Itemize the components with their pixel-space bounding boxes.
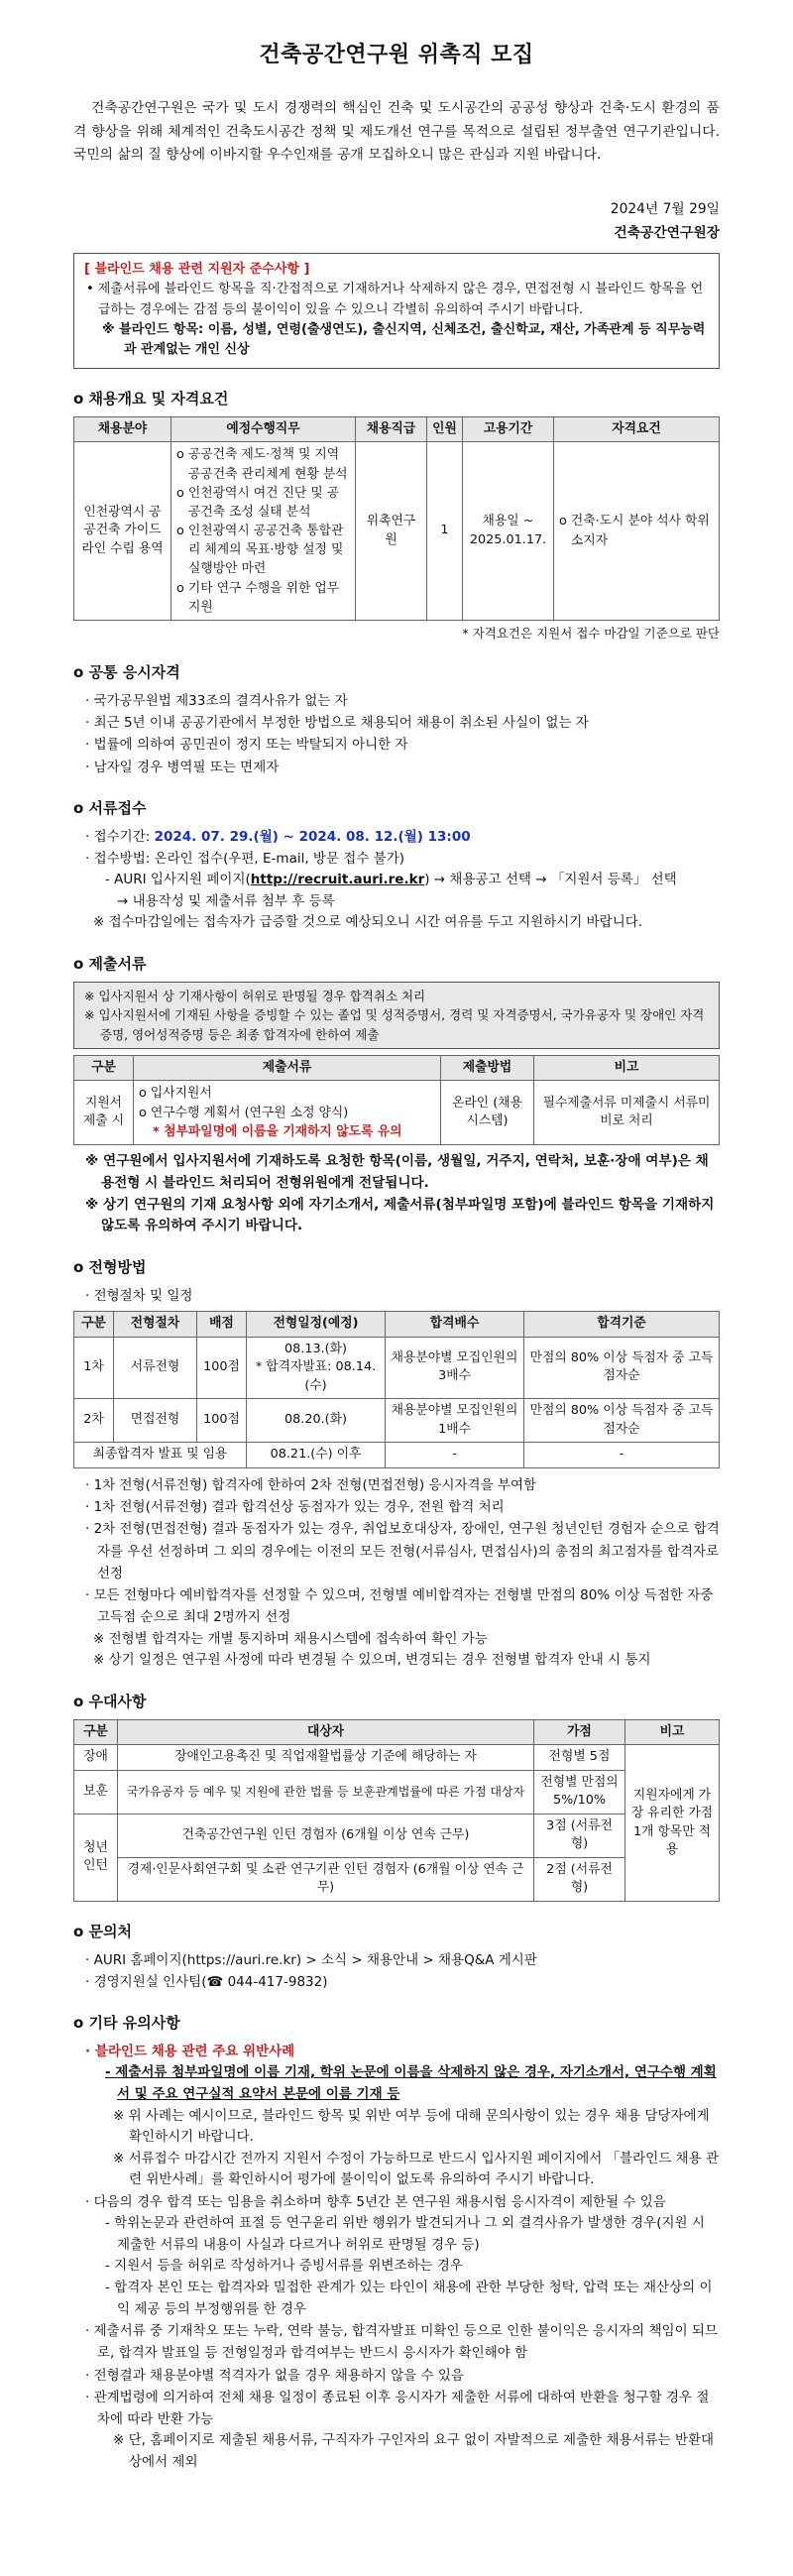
table-row <box>74 1814 720 1857</box>
table-header: 배점 <box>197 1312 247 1338</box>
table-header: 채용직급 <box>356 416 427 442</box>
target-cell: 국가유공자 등 예우 및 지원에 관한 법률 등 보훈관계법률에 따른 가점 대상자 <box>118 1770 534 1814</box>
points-cell: 2점 (서류전형) <box>534 1857 625 1901</box>
rank-cell: 위촉연구원 <box>356 442 427 621</box>
score-cell: 100점 <box>197 1337 247 1399</box>
list-item: · 제출서류 중 기재착오 또는 누락, 연락 불능, 합격자발표 미확인 등으로 인한 불이익은 응시자의 책임이 되므로, 합격자 발표일 등 전형일정과 합격여부는 반드시 응시자가 확인해야 함 <box>85 2323 719 2362</box>
selection-table <box>73 1311 720 1468</box>
blind-violation-note: ※ 서류접수 마감시간 전까지 지원서 수정이 가능하므로 반드시 입사지원 페이지에서 「블라인드 채용 관련 위반사례」를 확인하시어 평가에 불이익이 없도록 유의하여 주시기 바랍니다. <box>113 2150 719 2188</box>
duty-item: o 인천광역시 여건 진단 및 공공건축 조성 실태 분석 <box>176 485 340 520</box>
duty-item: o 기타 연구 수행을 위한 업무지원 <box>176 580 340 615</box>
criteria-cell: 만점의 80% 이상 득점자 중 고득점자순 <box>524 1337 720 1399</box>
table-header: 채용분야 <box>74 416 171 442</box>
table-row <box>74 1443 720 1468</box>
table-header: 인원 <box>427 416 463 442</box>
table-header-row <box>74 416 720 442</box>
cancel-item: - 합격자 본인 또는 합격자와 밀접한 관계가 있는 타인이 채용에 관한 부당한 청탁, 압력 또는 재산상의 이익 제공 등의 부정행위를 한 경우 <box>105 2279 713 2317</box>
section-heading-common-qualification: o 공통 응시자격 <box>73 663 180 682</box>
common-qualification-list <box>73 690 720 778</box>
table-header: 전형절차 <box>114 1312 197 1338</box>
list-item: · 남자일 경우 병역필 또는 면제자 <box>85 759 280 775</box>
page-title: 건축공간연구원 위촉직 모집 <box>259 43 534 67</box>
period-cell: 채용일 ~ 2025.01.17. <box>463 442 554 621</box>
date-cell <box>247 1399 386 1443</box>
notice-date: 2024년 7월 29일 <box>610 201 720 218</box>
blind-processing-note: ※ 연구원에서 입사지원서에 기재하도록 요청한 항목(이름, 생월일, 거주지, 연락처, 보훈·장애 여부)은 채용전형 시 블라인드 처리되어 전형위원에게 전달됩니다. <box>85 1153 709 1191</box>
table-header: 대상자 <box>118 1719 534 1745</box>
date-block <box>73 197 720 245</box>
notice-bullet: • 제출서류에 블라인드 항목을 직·간접적으로 기재하거나 삭제하지 않은 경우, 면접전형 시 블라인드 항목을 언급하는 경우에는 감점 등의 불이익이 있을 수 있으니 각별히 유의하여 주시기 바랍니다. <box>86 282 704 317</box>
selection-note: ※ 전형별 합격자는 개별 통지하며 채용시스템에 접속하여 확인 가능 <box>93 1630 488 1647</box>
multiple-cell: 채용분야별 모집인원의 3배수 <box>386 1337 524 1399</box>
intro-paragraph: 건축공간연구원은 국가 및 도시 경쟁력의 핵심인 건축 및 도시공간의 공공성 향상과 건축·도시 환경의 품격 향상을 위해 체계적인 건축도시공간 정책 및 제도개선 연구를 목적으로 설립된 정부출연 연구기관입니다. 국민의 삶의 질 향상에 이바지할 우수인재를 공개 모집하오니 많은 관심과 지원 바랍니다. <box>73 99 720 164</box>
table-row <box>74 1399 720 1443</box>
date-text: 08.20.(화) <box>283 1412 348 1428</box>
list-item: · 1차 전형(서류전형) 합격자에 한하여 2차 전형(면접전형) 응시자격을 부여함 <box>85 1476 537 1493</box>
duty-item: o 공공건축 제도·정책 및 지역 공공건축 관리체계 현황 분석 <box>176 447 348 482</box>
blind-caution-note: ※ 상기 연구원의 기재 요청사항 외에 자기소개서, 제출서류(첨부파일명 포함)에 블라인드 항목을 기재하지 않도록 유의하여 주시기 바랍니다. <box>85 1196 715 1234</box>
points-cell: 전형별 만점의 5%/10% <box>534 1770 625 1814</box>
table-header: 제출방법 <box>441 1055 534 1081</box>
list-item: · 국가공무원법 제33조의 결격사유가 없는 자 <box>85 692 348 709</box>
warning-item: ※ 입사지원서 상 기재사항이 허위로 판명될 경우 합격취소 처리 <box>84 988 426 1003</box>
selection-note: ※ 상기 일정은 연구원 사정에 따라 변경될 수 있으며, 변경되는 경우 전형별 합격자 안내 시 통지 <box>93 1652 651 1669</box>
table-row <box>74 1770 720 1814</box>
return-exception-note: ※ 단, 홈페이지로 제출된 채용서류, 구직자가 구인자의 요구 없이 자발적으로 제출한 채용서류는 반환대상에서 제외 <box>113 2432 715 2471</box>
cancel-item: - 학위논문과 관련하여 표절 등 연구윤리 위반 행위가 발견되거나 그 외 결격사유가 발생한 경우(지원 시 제출한 서류의 내용이 사실과 다르거나 허위로 판명될 경우 등) <box>105 2215 705 2253</box>
target-cell: 건축공간연구원 인턴 경험자 (6개월 이상 연속 근무) <box>118 1814 534 1857</box>
final-multiple-cell: - <box>386 1443 524 1468</box>
table-header: 가점 <box>534 1719 625 1745</box>
list-item: · 최근 5년 이내 공공기관에서 부정한 방법으로 채용되어 채용이 취소된 사실이 없는 자 <box>85 715 589 732</box>
list-item: · 2차 전형(면접전형) 결과 동점자가 있는 경우, 취업보호대상자, 장애인, 연구원 청년인턴 경험자 순으로 합격자를 우선 선정하며 그 외의 경우에는 이전의 모든 전형(서류심사, 면접심사)의 총점의 최고점자를 합격자로 선정 <box>85 1521 720 1581</box>
final-label-cell: 최종합격자 발표 및 임용 <box>74 1443 247 1468</box>
points-cell: 3점 (서류전형) <box>534 1814 625 1857</box>
step-text: - AURI 입사지원 페이지( <box>105 872 251 888</box>
final-criteria-cell: - <box>524 1443 720 1468</box>
step-cell: 서류전형 <box>114 1337 197 1399</box>
section-heading-other-notes: o 기타 유의사항 <box>73 2014 180 2033</box>
list-item: · 관계법령에 의거하여 전체 채용 일정이 종료된 이후 응시자가 제출한 서류에 대하여 반환을 청구할 경우 절차에 따라 반환 가능 <box>85 2389 710 2428</box>
headcount-cell: 1 <box>427 442 463 621</box>
table-header: 비고 <box>625 1719 720 1745</box>
application-period <box>73 826 720 848</box>
documents-table <box>73 1055 720 1145</box>
filename-warning: * 첨부파일명에 이름을 기재하지 않도록 유의 <box>153 1123 402 1139</box>
application-list <box>73 826 720 871</box>
application-period-value: 2024. 07. 29.(월) ~ 2024. 08. 12.(월) 13:00 <box>154 828 471 845</box>
duty-item: o 인천광역시 공공건축 통합관리 체계의 목표·방향 설정 및 실행방안 마련 <box>176 524 344 577</box>
table-header: 구분 <box>74 1312 114 1338</box>
list-item: · 모든 전형마다 예비합격자를 선정할 수 있으며, 전형별 예비합격자는 전형별 만점의 80% 이상 득점한 자중 고득점 순으로 최대 2명까지 선정 <box>85 1587 714 1626</box>
target-cell: 경제·인문사회연구회 및 소관 연구기관 인턴 경험자 (6개월 이상 연속 근무) <box>118 1857 534 1901</box>
table-header-row <box>74 1312 720 1338</box>
table-header: 합격기준 <box>524 1312 720 1338</box>
documents-cell <box>134 1081 441 1145</box>
cancel-list <box>73 2191 720 2213</box>
list-item: · 1차 전형(서류전형) 결과 합격선상 동점자가 있는 경우, 전원 합격 처리 <box>85 1499 505 1516</box>
contact-phone: · 경영지원실 인사팀(☎ 044-417-9832) <box>85 1974 328 1991</box>
blind-items-note: ※ 블라인드 항목: 이름, 성별, 연령(출생연도), 출신지역, 신체조건, 출신학교, 재산, 가족관계 등 직무능력과 관계없는 개인 신상 <box>102 321 706 357</box>
final-date-cell: 08.21.(수) 이후 <box>247 1443 386 1468</box>
documents-warning-box <box>73 982 720 1049</box>
stage-cell: 1차 <box>74 1337 114 1399</box>
submit-method-cell: 온라인 (채용시스템) <box>441 1081 534 1145</box>
preference-table <box>73 1719 720 1902</box>
step-cell: 면접전형 <box>114 1399 197 1443</box>
more-notes-list <box>73 2320 720 2430</box>
date-text: 08.13.(화) <box>283 1341 348 1356</box>
document-item: o 연구수행 계획서 (연구원 소정 양식) <box>139 1105 349 1120</box>
selection-sub <box>73 1285 720 1307</box>
qualification-cell <box>554 442 720 621</box>
table-header-row <box>74 1055 720 1081</box>
period-label: · 접수기간: <box>85 828 155 845</box>
table-row <box>74 1337 720 1399</box>
table-header: 합격배수 <box>386 1312 524 1338</box>
document-item: o 입사지원서 <box>139 1086 212 1102</box>
multiple-cell: 채용분야별 모집인원의 1배수 <box>386 1399 524 1443</box>
remark-cell: 필수제출서류 미제출시 서류미비로 처리 <box>534 1081 720 1145</box>
contact-homepage[interactable]: · AURI 홈페이지(https://auri.re.kr) > 소식 > 채용안내 > 채용Q&A 게시판 <box>85 1951 537 1968</box>
table-header: 제출서류 <box>134 1055 441 1081</box>
contact-list <box>73 1949 720 1994</box>
notice-title: [ 블라인드 채용 관련 지원자 준수사항 ] <box>84 262 310 278</box>
category-cell: 장애 <box>74 1745 118 1771</box>
announce-date-text: * 합격자발표: 08.14.(수) <box>255 1359 377 1393</box>
list-item: · 전형결과 채용분야별 적격자가 없을 경우 채용하지 않을 수 있음 <box>85 2367 464 2384</box>
application-deadline-note: ※ 접수마감일에는 접속자가 급증할 것으로 예상되오니 시간 여유를 두고 지원하시기 바랍니다. <box>93 914 643 931</box>
table-header: 전형일정(예정) <box>247 1312 386 1338</box>
list-item: · 다음의 경우 합격 또는 임용을 취소하며 향후 5년간 본 연구원 채용시험 응시자격이 제한될 수 있음 <box>85 2193 666 2210</box>
table-header: 비고 <box>534 1055 720 1081</box>
section-heading-overview: o 채용개요 및 자격요건 <box>73 390 229 409</box>
target-cell: 장애인고용촉진 및 직업재활법률상 기준에 해당하는 자 <box>118 1745 534 1771</box>
table-row <box>74 442 720 621</box>
section-heading-documents: o 제출서류 <box>73 955 147 974</box>
selection-rules-list <box>73 1474 720 1629</box>
overview-table <box>73 416 720 621</box>
table-header: 자격요건 <box>554 416 720 442</box>
table-header-row <box>74 1719 720 1745</box>
section-heading-contact: o 문의처 <box>73 1923 132 1941</box>
application-step-1 <box>73 870 720 891</box>
blind-violation-main: - 제출서류 첨부파일명에 이름 기재, 학위 논문에 이름을 삭제하지 않은 경우, 자기소개서, 연구수행 계획서 및 주요 연구실적 요약서 본문에 이름 기재 등 <box>105 2064 717 2102</box>
warning-item: ※ 입사지원서에 기재된 사항을 증빙할 수 있는 졸업 및 성적증명서, 경력 및 자격증명서, 국가유공자 및 장애인 자격증명, 영어성적증명 등은 최종 합격자에 한하여 제출 <box>84 1007 705 1042</box>
blind-recruitment-notice-box <box>73 253 720 369</box>
table-header: 고용기간 <box>463 416 554 442</box>
section-heading-preference: o 우대사항 <box>73 1692 147 1710</box>
preference-remark-cell: 지원자에게 가장 유리한 가점 1개 항목만 적용 <box>625 1745 720 1902</box>
blind-violation-list <box>73 2041 720 2062</box>
table-row <box>74 1745 720 1771</box>
application-method: · 접수방법: 온라인 접수(우편, E-mail, 방문 접수 불가) <box>85 850 405 867</box>
points-cell: 전형별 5점 <box>534 1745 625 1771</box>
blind-violation-title: · 블라인드 채용 관련 주요 위반사례 <box>85 2044 295 2060</box>
table-header: 예정수행직무 <box>171 416 356 442</box>
category-cell: 보훈 <box>74 1770 118 1814</box>
category-cell: 청년 인턴 <box>74 1814 118 1901</box>
cancel-item: - 지원서 등을 허위로 작성하거나 증빙서류를 위변조하는 경우 <box>105 2258 463 2275</box>
qualification-note: * 자격요건은 지원서 접수 마감일 기준으로 판단 <box>462 626 720 642</box>
stage-cell: 2차 <box>74 1399 114 1443</box>
application-step-2: → 내용작성 및 제출서류 첨부 후 등록 <box>117 892 335 909</box>
kind-cell: 지원서 제출 시 <box>74 1081 134 1145</box>
date-cell <box>247 1337 386 1399</box>
blind-violation-note: ※ 위 사례는 예시이므로, 블라인드 항목 및 위반 여부 등에 대해 문의사항이 있는 경우 채용 담당자에게 확인하시기 바랍니다. <box>113 2107 710 2146</box>
section-heading-selection: o 전형방법 <box>73 1258 147 1276</box>
recruit-site-link[interactable]: http://recruit.auri.re.kr <box>250 872 425 888</box>
score-cell: 100점 <box>197 1399 247 1443</box>
section-heading-application: o 서류접수 <box>73 798 147 817</box>
qualification-text: o 건축·도시 분야 석사 학위 소지자 <box>559 514 710 548</box>
selection-sub-title: · 전형절차 및 일정 <box>85 1287 193 1304</box>
organization-signature: 건축공간연구원장 <box>614 225 720 242</box>
duties-cell <box>171 442 356 621</box>
list-item: · 법률에 의하여 공민권이 정지 또는 박탈되지 아니한 자 <box>85 737 408 754</box>
table-header: 구분 <box>74 1055 134 1081</box>
table-row <box>74 1857 720 1901</box>
step-text: ) → 채용공고 선택 → 「지원서 등록」 선택 <box>424 872 677 888</box>
criteria-cell: 만점의 80% 이상 득점자 중 고득점자순 <box>524 1399 720 1443</box>
table-header: 구분 <box>74 1719 118 1745</box>
recruit-field-cell: 인천광역시 공공건축 가이드라인 수립 용역 <box>74 442 171 621</box>
table-row <box>74 1081 720 1145</box>
